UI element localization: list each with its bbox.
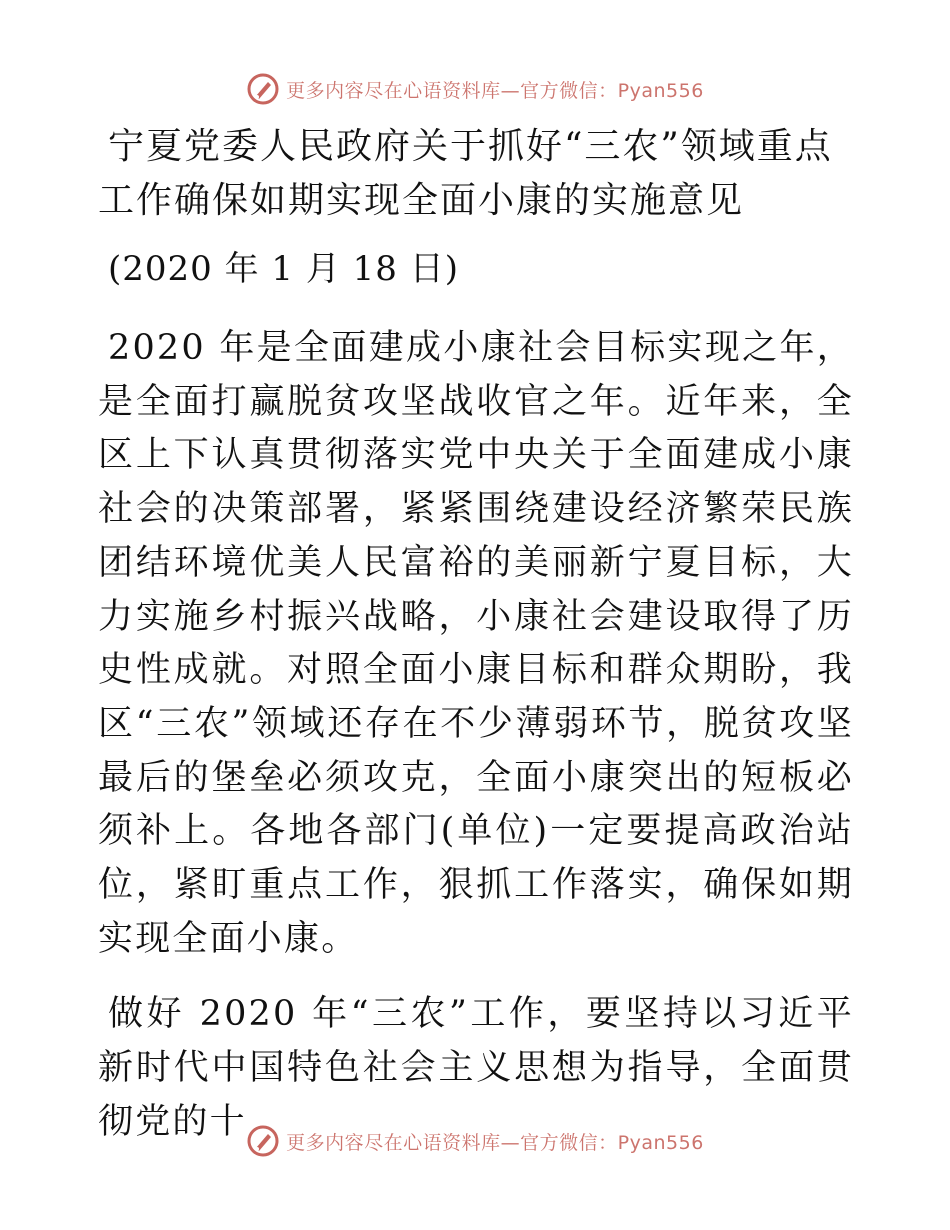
pen-logo-icon: [246, 72, 280, 106]
paragraph: 做好 2020 年“三农”工作，要坚持以习近平新时代中国特色社会主义思想为指导，全面贯彻党的十: [98, 994, 854, 1142]
document-title: 宁夏党委人民政府关于抓好“三农”领域重点工作确保如期实现全面小康的实施意见: [98, 126, 833, 221]
watermark-footer: [0, 1124, 950, 1158]
watermark-header: [0, 72, 950, 106]
document-date: (2020 年 1 月 18 日): [108, 249, 459, 289]
watermark-text: 更多内容尽在心语资料库—官方微信：Pyan556: [286, 1131, 704, 1154]
watermark-text: 更多内容尽在心语资料库—官方微信：Pyan556: [286, 79, 704, 102]
paragraph: 2020 年是全面建成小康社会目标实现之年，是全面打赢脱贫攻坚战收官之年。近年来，全区上下认真贯彻落实党中央关于全面建成小康社会的决策部署，紧紧围绕建设经济繁荣民族团结环境优美人民富裕的美丽新宁夏目标，大力实施乡村振兴战略，小康社会建设取得了历史性成就。对照全面小康目标和群众期盼，我区“三农”领域还存在不少薄弱环节，脱贫攻坚最后的堡垒必须攻克，全面小康突出的短板必须补上。各地各部门(单位)一定要提高政治站位，紧盯重点工作，狠抓工作落实，确保如期实现全面小康。: [98, 328, 854, 959]
document-body: [98, 120, 854, 1150]
pen-logo-icon: [246, 1124, 280, 1158]
